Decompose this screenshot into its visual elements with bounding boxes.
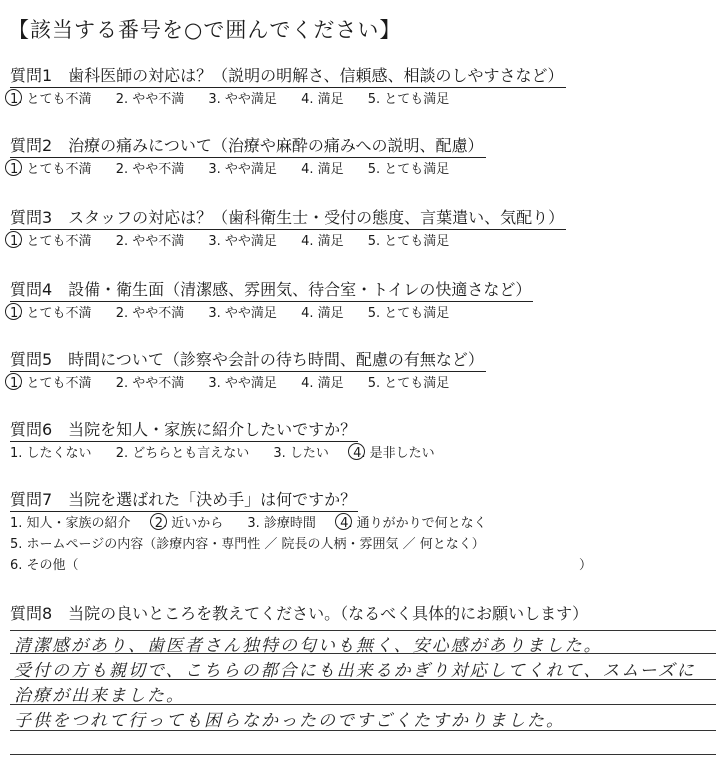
q3-option-1[interactable]: 1. とても不満	[10, 234, 92, 249]
q1-option-5[interactable]: 5. とても満足	[367, 92, 450, 107]
question-3	[10, 208, 710, 251]
q3-option-2[interactable]: 2. やや不満	[115, 234, 185, 249]
question-7-options-row2	[10, 535, 710, 554]
question-4	[10, 280, 710, 323]
question-5	[10, 350, 710, 393]
q5-option-5[interactable]: 5. とても満足	[367, 376, 450, 391]
q3-option-4[interactable]: 4. 満足	[301, 234, 344, 249]
q4-option-5[interactable]: 5. とても満足	[367, 306, 450, 321]
answer-line	[10, 653, 716, 654]
q4-option-1[interactable]: 1. とても不満	[10, 306, 92, 321]
question-6-options	[10, 444, 710, 463]
question-3-options	[10, 232, 710, 251]
q4-option-4[interactable]: 4. 満足	[301, 306, 344, 321]
question-2-title: 質問2 治療の痛みについて（治療や麻酔の痛みへの説明、配慮）	[10, 136, 486, 158]
handwritten-answer-line-4: 子供をつれて行っても困らなかったのですごくたすかりました。	[14, 711, 565, 731]
question-1-title: 質問1 歯科医師の対応は？（説明の明解さ、信頼感、相談のしやすさなど）	[10, 66, 566, 88]
question-7-options-row3	[10, 556, 592, 575]
q5-option-4[interactable]: 4. 満足	[301, 376, 344, 391]
q6-option-3[interactable]: 3. したい	[273, 446, 329, 461]
q5-option-2[interactable]: 2. やや不満	[115, 376, 185, 391]
question-6-title: 質問6 当院を知人・家族に紹介したいですか？	[10, 420, 358, 442]
handwritten-answer-line-2: 受付の方も親切で、こちらの都合にも出来るかぎり対応してくれて、スムーズに	[14, 661, 696, 681]
question-4-title: 質問4 設備・衛生面（清潔感、雰囲気、待合室・トイレの快適さなど）	[10, 280, 533, 302]
handwritten-answer-line-1: 清潔感があり、歯医者さん独特の匂いも無く、安心感がありました。	[14, 636, 603, 656]
answer-line	[10, 679, 716, 680]
q4-option-2[interactable]: 2. やや不満	[115, 306, 185, 321]
answer-line	[10, 754, 716, 755]
question-8-title: 質問8 当院の良いところを教えてください。（なるべく具体的にお願いします）	[10, 604, 589, 623]
question-1-options	[10, 90, 710, 109]
question-6	[10, 420, 710, 463]
q1-option-2[interactable]: 2. やや不満	[115, 92, 185, 107]
q2-option-1[interactable]: 1. とても不満	[10, 162, 92, 177]
q6-option-1[interactable]: 1. したくない	[10, 446, 92, 461]
q3-option-3[interactable]: 3. やや満足	[208, 234, 277, 249]
q7-other-close-paren: ）	[578, 558, 592, 573]
q7-option-1[interactable]: 1. 知人・家族の紹介	[10, 516, 131, 531]
q3-option-5[interactable]: 5. とても満足	[367, 234, 450, 249]
question-1	[10, 66, 710, 109]
q7-option-6[interactable]: 6. その他（	[10, 558, 79, 573]
question-7-options-row1	[10, 514, 710, 533]
q1-option-3[interactable]: 3. やや満足	[208, 92, 277, 107]
q7-option-5[interactable]: 5. ホームページの内容（診療内容・専門性 ／ 院長の人柄・雰囲気 ／ 何となく）	[10, 537, 485, 552]
q1-option-4[interactable]: 4. 満足	[301, 92, 344, 107]
q5-option-3[interactable]: 3. やや満足	[208, 376, 277, 391]
q4-option-3[interactable]: 3. やや満足	[208, 306, 277, 321]
question-3-title: 質問3 スタッフの対応は？（歯科衛生士・受付の態度、言葉遣い、気配り）	[10, 208, 566, 230]
q2-option-3[interactable]: 3. やや満足	[208, 162, 277, 177]
q2-option-5[interactable]: 5. とても満足	[367, 162, 450, 177]
q7-option-3[interactable]: 3. 診療時間	[247, 516, 316, 531]
q6-option-4[interactable]: 4. 是非したい	[353, 446, 435, 461]
instruction-header: 【該当する番号を○で囲んでください】	[8, 18, 402, 42]
question-5-title: 質問5 時間について（診察や会計の待ち時間、配慮の有無など）	[10, 350, 486, 372]
q5-option-1[interactable]: 1. とても不満	[10, 376, 92, 391]
q2-option-2[interactable]: 2. やや不満	[115, 162, 185, 177]
question-5-options	[10, 374, 710, 393]
answer-line	[10, 704, 716, 705]
q7-option-4[interactable]: 4. 通りがかりで何となく	[340, 516, 487, 531]
q1-option-1[interactable]: 1. とても不満	[10, 92, 92, 107]
question-2	[10, 136, 710, 179]
q6-option-2[interactable]: 2. どちらとも言えない	[115, 446, 250, 461]
q7-option-2[interactable]: 2. 近いから	[154, 516, 224, 531]
answer-line	[10, 730, 716, 731]
question-4-options	[10, 304, 710, 323]
question-7	[10, 490, 710, 575]
question-2-options	[10, 160, 710, 179]
question-7-title: 質問7 当院を選ばれた「決め手」は何ですか？	[10, 490, 358, 512]
q2-option-4[interactable]: 4. 満足	[301, 162, 344, 177]
handwritten-answer-line-3: 治療が出来ました。	[14, 686, 185, 706]
